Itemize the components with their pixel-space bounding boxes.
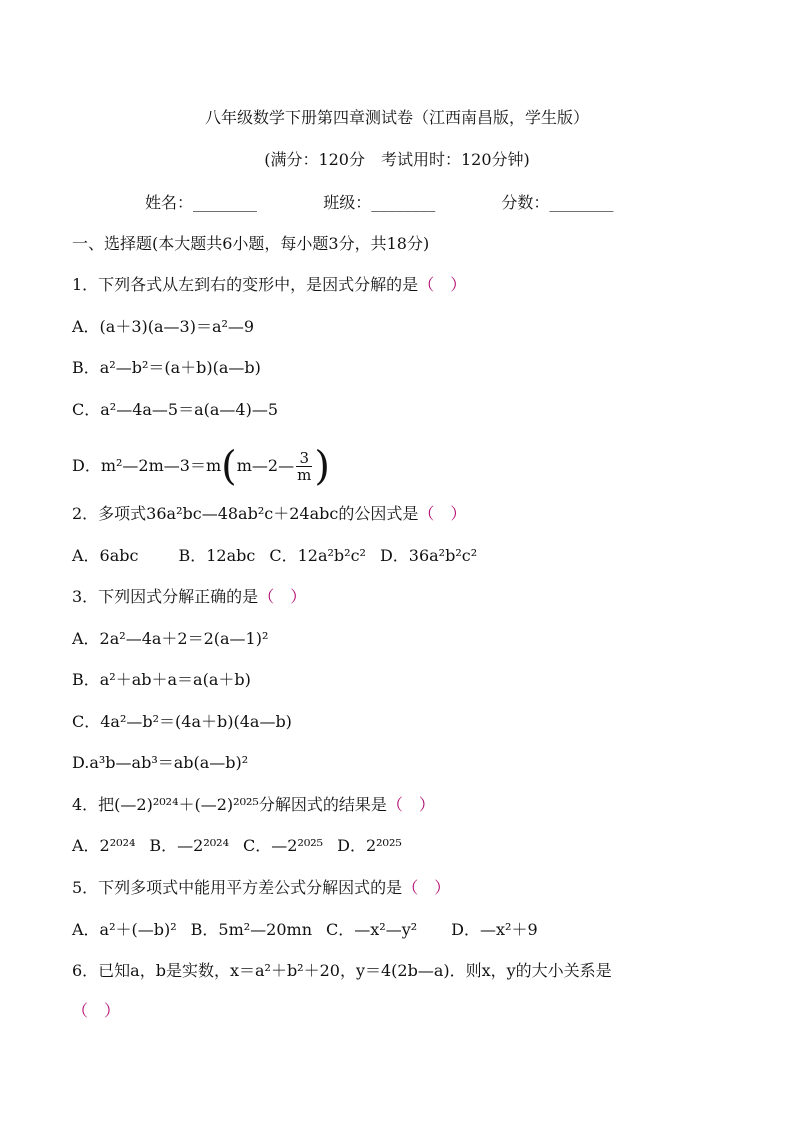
q4-option-b: B．—2²⁰²⁴	[149, 836, 230, 855]
question-1-stem	[72, 275, 466, 295]
q1-option-c: C．a²—4a—5＝a(a—4)—5	[72, 400, 279, 419]
q1-option-b: B．a²—b²＝(a＋b)(a—b)	[72, 358, 261, 377]
q3-option-c: C．4a²—b²＝(4a＋b)(4a—b)	[72, 712, 292, 731]
question-3-stem	[72, 587, 306, 607]
q1-option-d-inner: m—2—	[236, 456, 295, 475]
question-5-stem	[72, 878, 450, 898]
q5-option-b: B．5m²—20mn	[190, 920, 313, 939]
answer-paren: （ ）	[402, 878, 451, 897]
question-4-text: 4．把(—2)²⁰²⁴＋(—2)²⁰²⁵分解因式的结果是	[72, 795, 387, 814]
q5-option-c: C．—x²—y²	[326, 920, 418, 939]
section-heading: 一、选择题(本大题共6小题，每小题3分，共18分)	[72, 234, 430, 253]
q1-option-a: A．(a＋3)(a—3)＝a²—9	[72, 317, 255, 336]
right-paren-icon: )	[314, 443, 330, 490]
q4-option-c: C．—2²⁰²⁵	[243, 836, 324, 855]
answer-paren: （ ）	[258, 587, 307, 606]
q2-option-d: D．36a²b²c²	[379, 546, 478, 565]
student-info-row	[145, 193, 613, 213]
question-2-text: 2．多项式36a²bc—48ab²c＋24abc的公因式是	[72, 504, 419, 523]
q2-option-b: B．12abc	[178, 546, 256, 565]
fraction-denominator: m	[297, 466, 312, 484]
q5-option-d: D．—x²＋9	[451, 920, 538, 939]
answer-paren: （ ）	[418, 504, 467, 523]
page-title: 八年级数学下册第四章测试卷（江西南昌版，学生版）	[204, 108, 589, 127]
fraction-numerator: 3	[296, 450, 312, 467]
name-label: 姓名：	[145, 193, 194, 212]
q5-option-a: A．a²＋(—b)²	[72, 920, 177, 939]
q2-options	[72, 546, 491, 566]
q4-options	[72, 836, 416, 856]
q1-option-d-prefix: D．m²—2m—3＝m	[72, 456, 222, 475]
fraction	[296, 450, 312, 483]
question-1-text: 1．下列各式从左到右的变形中，是因式分解的是	[72, 275, 419, 294]
left-paren-icon: (	[221, 443, 237, 490]
answer-paren: （ ）	[72, 1001, 121, 1020]
exam-subtitle: (满分：120分 考试用时：120分钟)	[264, 150, 530, 169]
question-6-paren	[72, 1001, 120, 1021]
score-label: 分数：	[501, 193, 550, 212]
q3-option-a: A．2a²—4a＋2＝2(a—1)²	[72, 629, 269, 648]
q2-option-c: C．12a²b²c²	[269, 546, 366, 565]
class-blank: ________	[371, 193, 436, 212]
score-blank: ________	[549, 193, 614, 212]
q3-option-d: D.a³b—ab³＝ab(a—b)²	[72, 753, 249, 772]
q3-option-b: B．a²＋ab＋a＝a(a＋b)	[72, 670, 251, 689]
question-6-stem: 6．已知a，b是实数，x＝a²＋b²＋20，y＝4(2b—a)．则x，y的大小关系是	[72, 961, 612, 980]
answer-paren: （ ）	[386, 795, 435, 814]
class-label: 班级：	[323, 193, 372, 212]
q1-option-d	[72, 443, 330, 490]
question-3-text: 3．下列因式分解正确的是	[72, 587, 259, 606]
name-blank: ________	[193, 193, 258, 212]
question-2-stem	[72, 504, 466, 524]
question-4-stem	[72, 795, 435, 815]
q4-option-d: D．2²⁰²⁵	[337, 836, 402, 855]
q5-options	[72, 920, 552, 940]
answer-paren: （ ）	[418, 275, 467, 294]
q4-option-a: A．2²⁰²⁴	[72, 836, 136, 855]
q2-option-a: A．6abc	[72, 546, 139, 565]
question-5-text: 5．下列多项式中能用平方差公式分解因式的是	[72, 878, 403, 897]
